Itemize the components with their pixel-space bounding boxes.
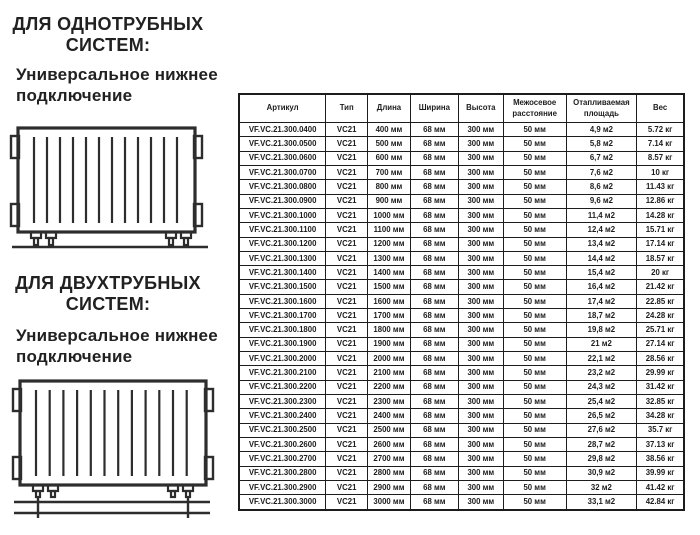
column-header: Отапливаемая площадь	[566, 94, 637, 123]
table-cell: 68 мм	[410, 352, 458, 366]
table-cell: VC21	[326, 495, 368, 510]
table-cell: VC21	[326, 194, 368, 208]
table-cell: 16,4 м2	[566, 280, 637, 294]
table-cell: 5,8 м2	[566, 137, 637, 151]
table-cell: VF.VC.21.300.1000	[239, 208, 326, 222]
table-cell: 28.56 кг	[637, 352, 684, 366]
table-cell: 1300 мм	[368, 251, 411, 265]
table-row	[239, 337, 684, 351]
table-cell: 50 мм	[503, 466, 566, 480]
table-cell: 1200 мм	[368, 237, 411, 251]
table-cell: VF.VC.21.300.3000	[239, 495, 326, 510]
table-cell: 7,6 м2	[566, 165, 637, 179]
table-cell: VF.VC.21.300.0400	[239, 123, 326, 137]
table-cell: VF.VC.21.300.0700	[239, 165, 326, 179]
table-cell: 300 мм	[458, 466, 503, 480]
table-cell: 50 мм	[503, 352, 566, 366]
table-cell: 300 мм	[458, 437, 503, 451]
table-cell: 2700 мм	[368, 452, 411, 466]
table-row	[239, 452, 684, 466]
table-cell: 600 мм	[368, 151, 411, 165]
table-row	[239, 423, 684, 437]
table-cell: 12.86 кг	[637, 194, 684, 208]
column-header: Межосевое расстояние	[503, 94, 566, 123]
table-cell: 300 мм	[458, 151, 503, 165]
table-cell: 50 мм	[503, 480, 566, 494]
table-cell: 2800 мм	[368, 466, 411, 480]
table-cell: VF.VC.21.300.1600	[239, 294, 326, 308]
table-cell: 68 мм	[410, 165, 458, 179]
table-cell: 300 мм	[458, 394, 503, 408]
table-cell: 17.14 кг	[637, 237, 684, 251]
table-cell: 300 мм	[458, 237, 503, 251]
table-row	[239, 137, 684, 151]
table-cell: 68 мм	[410, 337, 458, 351]
table-cell: 1700 мм	[368, 309, 411, 323]
table-cell: 2200 мм	[368, 380, 411, 394]
table-cell: 21 м2	[566, 337, 637, 351]
table-cell: VC21	[326, 366, 368, 380]
table-cell: 50 мм	[503, 208, 566, 222]
table-cell: 50 мм	[503, 452, 566, 466]
column-header: Ширина	[410, 94, 458, 123]
table-cell: 32.85 кг	[637, 394, 684, 408]
table-cell: 300 мм	[458, 208, 503, 222]
table-cell: VF.VC.21.300.1500	[239, 280, 326, 294]
table-cell: 50 мм	[503, 366, 566, 380]
table-cell: 4,9 м2	[566, 123, 637, 137]
table-row	[239, 366, 684, 380]
table-cell: 50 мм	[503, 151, 566, 165]
table-row	[239, 237, 684, 251]
table-cell: 1500 мм	[368, 280, 411, 294]
table-cell: VC21	[326, 409, 368, 423]
table-cell: 68 мм	[410, 495, 458, 510]
table-cell: VC21	[326, 223, 368, 237]
table-cell: 50 мм	[503, 294, 566, 308]
two-pipe-systems-heading: ДЛЯ ДВУХТРУБНЫХ СИСТЕМ:	[15, 273, 201, 314]
table-cell: 2400 мм	[368, 409, 411, 423]
table-cell: 400 мм	[368, 123, 411, 137]
table-row	[239, 280, 684, 294]
table-cell: 25.71 кг	[637, 323, 684, 337]
table-cell: 12,4 м2	[566, 223, 637, 237]
table-row	[239, 251, 684, 265]
table-cell: 50 мм	[503, 309, 566, 323]
table-cell: 300 мм	[458, 309, 503, 323]
table-cell: 68 мм	[410, 208, 458, 222]
table-cell: 300 мм	[458, 495, 503, 510]
table-cell: 27,6 м2	[566, 423, 637, 437]
table-cell: 1000 мм	[368, 208, 411, 222]
table-row	[239, 380, 684, 394]
table-cell: VC21	[326, 437, 368, 451]
table-cell: VC21	[326, 323, 368, 337]
table-cell: 2900 мм	[368, 480, 411, 494]
table-cell: 68 мм	[410, 266, 458, 280]
table-cell: VC21	[326, 394, 368, 408]
table-row	[239, 208, 684, 222]
table-cell: 20 кг	[637, 266, 684, 280]
table-row	[239, 409, 684, 423]
table-cell: 35.7 кг	[637, 423, 684, 437]
table-cell: 300 мм	[458, 294, 503, 308]
table-cell: 8,6 м2	[566, 180, 637, 194]
table-cell: VF.VC.21.300.1800	[239, 323, 326, 337]
column-header: Тип	[326, 94, 368, 123]
table-cell: 1800 мм	[368, 323, 411, 337]
table-body	[239, 123, 684, 511]
table-cell: 1400 мм	[368, 266, 411, 280]
table-cell: 1900 мм	[368, 337, 411, 351]
table-cell: VF.VC.21.300.1300	[239, 251, 326, 265]
table-cell: VF.VC.21.300.2600	[239, 437, 326, 451]
table-row	[239, 495, 684, 510]
table-cell: VF.VC.21.300.2500	[239, 423, 326, 437]
table-cell: 29.99 кг	[637, 366, 684, 380]
table-cell: 26,5 м2	[566, 409, 637, 423]
table-cell: 2300 мм	[368, 394, 411, 408]
single-pipe-subheading: Универсальное нижнее подключение	[16, 65, 218, 105]
table-cell: 2000 мм	[368, 352, 411, 366]
table-cell: 50 мм	[503, 323, 566, 337]
table-cell: 5.72 кг	[637, 123, 684, 137]
table-cell: 1600 мм	[368, 294, 411, 308]
two-pipe-radiator-diagram-icon	[8, 373, 220, 525]
table-cell: VF.VC.21.300.2800	[239, 466, 326, 480]
table-cell: 2500 мм	[368, 423, 411, 437]
table-cell: 28,7 м2	[566, 437, 637, 451]
table-cell: 68 мм	[410, 437, 458, 451]
table-cell: 50 мм	[503, 280, 566, 294]
table-cell: 32 м2	[566, 480, 637, 494]
table-cell: VC21	[326, 280, 368, 294]
table-cell: VC21	[326, 208, 368, 222]
single-pipe-systems-heading: ДЛЯ ОДНОТРУБНЫХ СИСТЕМ:	[12, 14, 204, 55]
table-cell: 300 мм	[458, 165, 503, 179]
table-cell: 300 мм	[458, 280, 503, 294]
table-row	[239, 394, 684, 408]
table-cell: 68 мм	[410, 180, 458, 194]
table-cell: VF.VC.21.300.2000	[239, 352, 326, 366]
table-cell: VF.VC.21.300.2700	[239, 452, 326, 466]
table-cell: 300 мм	[458, 180, 503, 194]
table-row	[239, 266, 684, 280]
table-row	[239, 309, 684, 323]
table-cell: 300 мм	[458, 123, 503, 137]
table-cell: 34.28 кг	[637, 409, 684, 423]
table-cell: 68 мм	[410, 237, 458, 251]
table-cell: 15.71 кг	[637, 223, 684, 237]
table-cell: 11.43 кг	[637, 180, 684, 194]
table-cell: 68 мм	[410, 466, 458, 480]
column-header: Артикул	[239, 94, 326, 123]
table-cell: 50 мм	[503, 266, 566, 280]
table-cell: 14.28 кг	[637, 208, 684, 222]
table-row	[239, 466, 684, 480]
table-cell: 800 мм	[368, 180, 411, 194]
table-cell: 31.42 кг	[637, 380, 684, 394]
table-row	[239, 437, 684, 451]
table-row	[239, 123, 684, 137]
single-pipe-radiator-diagram-icon	[8, 120, 220, 256]
table-cell: 30,9 м2	[566, 466, 637, 480]
table-cell: VC21	[326, 137, 368, 151]
table-cell: 300 мм	[458, 452, 503, 466]
table-cell: 21.42 кг	[637, 280, 684, 294]
table-cell: 33,1 м2	[566, 495, 637, 510]
table-cell: 10 кг	[637, 165, 684, 179]
table-cell: 50 мм	[503, 409, 566, 423]
table-cell: 22.85 кг	[637, 294, 684, 308]
table-cell: 68 мм	[410, 366, 458, 380]
table-cell: 68 мм	[410, 452, 458, 466]
column-header: Длина	[368, 94, 411, 123]
table-cell: 68 мм	[410, 223, 458, 237]
table-cell: 14,4 м2	[566, 251, 637, 265]
table-header-row	[239, 94, 684, 123]
table-cell: 300 мм	[458, 337, 503, 351]
table-cell: VC21	[326, 165, 368, 179]
table-row	[239, 323, 684, 337]
table-cell: VC21	[326, 123, 368, 137]
table-cell: VC21	[326, 180, 368, 194]
table-cell: VF.VC.21.300.2300	[239, 394, 326, 408]
table-cell: VF.VC.21.300.0800	[239, 180, 326, 194]
table-cell: 50 мм	[503, 194, 566, 208]
table-cell: VC21	[326, 380, 368, 394]
table-cell: 37.13 кг	[637, 437, 684, 451]
connection-info-panel	[0, 0, 232, 535]
radiator-spec-table	[238, 93, 685, 511]
table-cell: 27.14 кг	[637, 337, 684, 351]
table-row	[239, 352, 684, 366]
table-cell: VF.VC.21.300.2900	[239, 480, 326, 494]
table-cell: 68 мм	[410, 423, 458, 437]
column-header: Высота	[458, 94, 503, 123]
table-cell: 25,4 м2	[566, 394, 637, 408]
table-cell: 9,6 м2	[566, 194, 637, 208]
table-cell: 900 мм	[368, 194, 411, 208]
table-cell: 50 мм	[503, 165, 566, 179]
table-cell: VF.VC.21.300.1200	[239, 237, 326, 251]
table-cell: VC21	[326, 309, 368, 323]
table-cell: 50 мм	[503, 437, 566, 451]
table-cell: 50 мм	[503, 237, 566, 251]
column-header: Вес	[637, 94, 684, 123]
table-cell: 300 мм	[458, 409, 503, 423]
table-row	[239, 165, 684, 179]
table-cell: 300 мм	[458, 323, 503, 337]
table-cell: 300 мм	[458, 223, 503, 237]
table-row	[239, 480, 684, 494]
table-cell: 300 мм	[458, 194, 503, 208]
table-cell: 68 мм	[410, 280, 458, 294]
table-cell: 2600 мм	[368, 437, 411, 451]
table-cell: 50 мм	[503, 337, 566, 351]
table-cell: VC21	[326, 423, 368, 437]
table-cell: VF.VC.21.300.2400	[239, 409, 326, 423]
table-cell: VF.VC.21.300.0500	[239, 137, 326, 151]
table-cell: VF.VC.21.300.0600	[239, 151, 326, 165]
table-cell: 68 мм	[410, 151, 458, 165]
table-cell: 18.57 кг	[637, 251, 684, 265]
table-cell: 68 мм	[410, 251, 458, 265]
table-cell: VF.VC.21.300.1900	[239, 337, 326, 351]
table-cell: 300 мм	[458, 251, 503, 265]
table-cell: 50 мм	[503, 495, 566, 510]
table-cell: 300 мм	[458, 352, 503, 366]
table-cell: 24,3 м2	[566, 380, 637, 394]
table-cell: 29,8 м2	[566, 452, 637, 466]
table-cell: 300 мм	[458, 380, 503, 394]
table-cell: 700 мм	[368, 165, 411, 179]
table-cell: VF.VC.21.300.1100	[239, 223, 326, 237]
table-cell: 300 мм	[458, 366, 503, 380]
table-cell: VF.VC.21.300.1400	[239, 266, 326, 280]
table-cell: 19,8 м2	[566, 323, 637, 337]
table-cell: 42.84 кг	[637, 495, 684, 510]
two-pipe-subheading: Универсальное нижнее подключение	[16, 326, 218, 366]
table-row	[239, 294, 684, 308]
table-cell: 68 мм	[410, 309, 458, 323]
table-cell: 13,4 м2	[566, 237, 637, 251]
table-cell: VC21	[326, 294, 368, 308]
table-cell: 50 мм	[503, 394, 566, 408]
table-cell: VC21	[326, 266, 368, 280]
table-cell: VC21	[326, 237, 368, 251]
table-cell: 38.56 кг	[637, 452, 684, 466]
table-row	[239, 194, 684, 208]
table-cell: VF.VC.21.300.0900	[239, 194, 326, 208]
table-cell: VC21	[326, 151, 368, 165]
table-cell: 50 мм	[503, 180, 566, 194]
table-cell: 2100 мм	[368, 366, 411, 380]
table-cell: 7.14 кг	[637, 137, 684, 151]
table-cell: 68 мм	[410, 394, 458, 408]
table-cell: 22,1 м2	[566, 352, 637, 366]
table-cell: VC21	[326, 466, 368, 480]
table-cell: 300 мм	[458, 423, 503, 437]
table-cell: 50 мм	[503, 223, 566, 237]
table-cell: 68 мм	[410, 294, 458, 308]
table-cell: 500 мм	[368, 137, 411, 151]
table-cell: 11,4 м2	[566, 208, 637, 222]
table-cell: 24.28 кг	[637, 309, 684, 323]
table-cell: 8.57 кг	[637, 151, 684, 165]
table-cell: VC21	[326, 452, 368, 466]
table-cell: 300 мм	[458, 480, 503, 494]
table-row	[239, 180, 684, 194]
table-cell: 15,4 м2	[566, 266, 637, 280]
table-cell: 300 мм	[458, 266, 503, 280]
table-cell: VC21	[326, 352, 368, 366]
table-cell: 1100 мм	[368, 223, 411, 237]
table-cell: 300 мм	[458, 137, 503, 151]
table-cell: 50 мм	[503, 251, 566, 265]
table-cell: 39.99 кг	[637, 466, 684, 480]
table-cell: 68 мм	[410, 323, 458, 337]
table-cell: VC21	[326, 251, 368, 265]
table-cell: 68 мм	[410, 380, 458, 394]
table-cell: 17,4 м2	[566, 294, 637, 308]
table-cell: 68 мм	[410, 194, 458, 208]
table-cell: 68 мм	[410, 409, 458, 423]
table-cell: 3000 мм	[368, 495, 411, 510]
table-row	[239, 151, 684, 165]
table-cell: VF.VC.21.300.2200	[239, 380, 326, 394]
table-cell: 50 мм	[503, 423, 566, 437]
table-cell: 50 мм	[503, 380, 566, 394]
table-cell: 23,2 м2	[566, 366, 637, 380]
table-cell: 18,7 м2	[566, 309, 637, 323]
table-cell: 68 мм	[410, 480, 458, 494]
table-cell: VC21	[326, 480, 368, 494]
table-cell: VF.VC.21.300.1700	[239, 309, 326, 323]
table-cell: 50 мм	[503, 123, 566, 137]
table-cell: 68 мм	[410, 137, 458, 151]
table-cell: 50 мм	[503, 137, 566, 151]
table-cell: VC21	[326, 337, 368, 351]
table-cell: 6,7 м2	[566, 151, 637, 165]
table-cell: 68 мм	[410, 123, 458, 137]
table-cell: 41.42 кг	[637, 480, 684, 494]
table-cell: VF.VC.21.300.2100	[239, 366, 326, 380]
table-row	[239, 223, 684, 237]
